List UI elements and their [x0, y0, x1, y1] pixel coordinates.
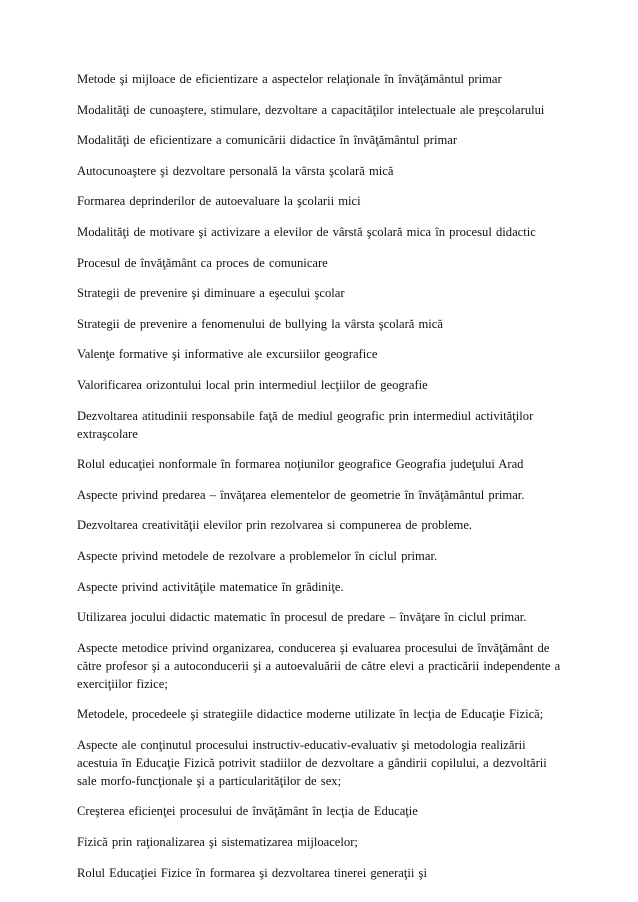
topic-item: Creşterea eficienţei procesului de învăţământ în lecţia de Educaţie: [77, 804, 418, 819]
topic-list: [77, 70, 567, 882]
topic-item: Modalităţi de motivare şi activizare a elevilor de vârstă şcolară mica în procesul didactic: [77, 224, 536, 239]
topic-item: Dezvoltarea atitudinii responsabile faţă de mediul geografic prin intermediul activităţilor extraşcolare: [77, 408, 534, 441]
topic-item: Rolul Educaţiei Fizice în formarea şi dezvoltarea tinerei generaţii şi: [77, 865, 427, 880]
topic-item: Metode şi mijloace de eficientizare a aspectelor relaţionale în învăţământul primar: [77, 72, 502, 86]
topic-item: Procesul de învăţământ ca proces de comunicare: [77, 255, 328, 270]
topic-item: Aspecte ale conţinutul procesului instructiv-educativ-evaluativ şi metodologia realizării acestuia în Educaţie Fizică potrivit stadiilor de dezvoltare a gândirii copilului, a dezvoltării sale morfo-funcţionale şi a particularităţilor de sex;: [77, 737, 547, 788]
topic-item: Aspecte privind activităţile matematice în grădiniţe.: [77, 579, 344, 594]
topic-item: Formarea deprinderilor de autoevaluare la şcolarii mici: [77, 194, 361, 209]
topic-item: Autocunoaştere şi dezvoltare personală la vârsta şcolară mică: [77, 163, 394, 178]
topic-item: Dezvoltarea creativităţii elevilor prin rezolvarea si compunerea de probleme.: [77, 518, 473, 533]
topic-item: Valorificarea orizontului local prin intermediul lecţiilor de geografie: [77, 377, 428, 392]
topic-item: Strategii de prevenire a fenomenului de bullying la vârsta şcolară mică: [77, 316, 443, 331]
topic-item: Aspecte privind metodele de rezolvare a problemelor în ciclul primar.: [77, 548, 438, 563]
topic-item: Rolul educaţiei nonformale în formarea noţiunilor geografice Geografia judeţului Arad: [77, 457, 524, 472]
topic-item: Utilizarea jocului didactic matematic în procesul de predare – învăţare în ciclul primar.: [77, 610, 527, 625]
topic-item: Modalităţi de cunoaştere, stimulare, dezvoltare a capacităţilor intelectuale ale preşcolarului: [77, 102, 545, 117]
topic-item: Fizică prin raţionalizarea şi sistematizarea mijloacelor;: [77, 835, 358, 850]
topic-item: Aspecte privind predarea – învăţarea elementelor de geometrie în învăţământul primar.: [77, 487, 525, 502]
topic-item: Metodele, procedeele şi strategiile didactice moderne utilizate în lecţia de Educaţie Fizică;: [77, 707, 544, 722]
topic-item: Valenţe formative şi informative ale excursiilor geografice: [77, 347, 378, 362]
topic-item: Strategii de prevenire şi diminuare a eşecului şcolar: [77, 286, 345, 301]
topic-item: Modalităţi de eficientizare a comunicării didactice în învăţământul primar: [77, 133, 458, 148]
topic-item: Aspecte metodice privind organizarea, conducerea şi evaluarea procesului de învăţământ de către profesor şi a autoconducerii şi a autoevaluării de către elevi a practicării independente a exerciţiilor fizice;: [77, 640, 561, 691]
